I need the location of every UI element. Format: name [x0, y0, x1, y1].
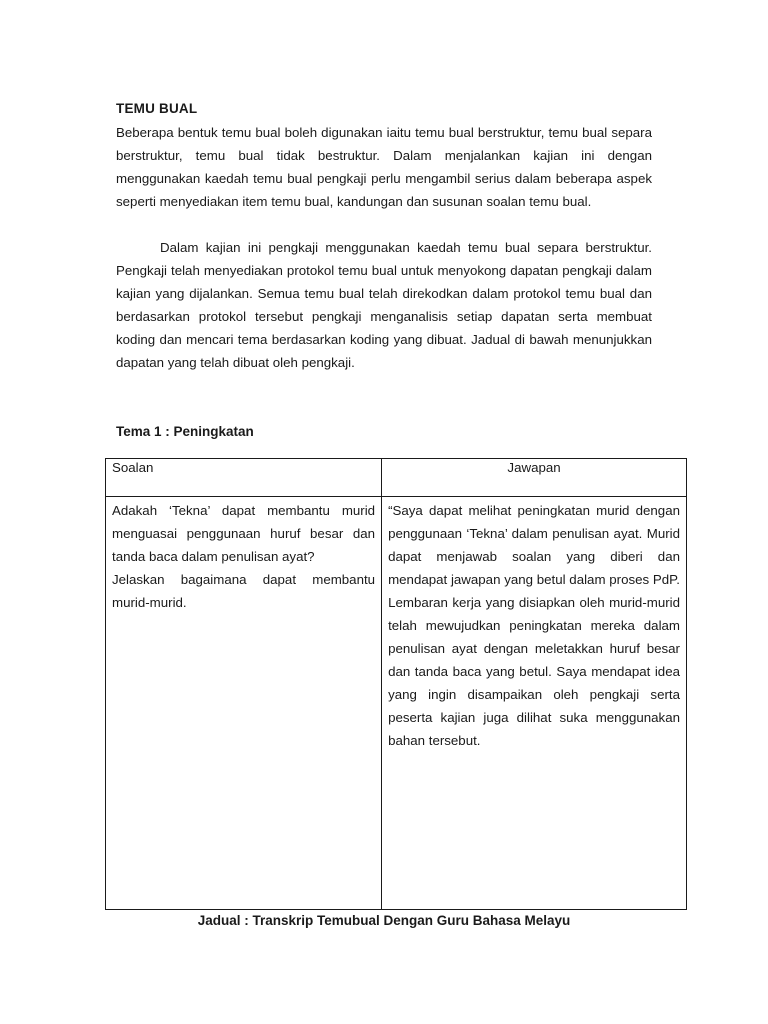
- intro-paragraph: Beberapa bentuk temu bual boleh digunakan iaitu temu bual berstruktur, temu bual separa berstruktur, temu bual tidak bestruktur. Dalam menjalankan kajian ini dengan menggunakan kaedah temu bual pengkaji perlu mengambil serius dalam beberapa aspek seperti menyediakan item temu bual, kandungan dan susunan soalan temu bual.: [116, 125, 652, 209]
- table-row: [106, 497, 687, 910]
- header-question: Soalan: [106, 459, 382, 497]
- answer-cell: “Saya dapat melihat peningkatan murid dengan penggunaan ‘Tekna’ dalam penulisan ayat. Murid dapat menjawab soalan yang diberi dan mendapat jawapan yang betul dalam proses PdP. Lembaran kerja yang disiapkan oleh murid-murid telah mewujudkan peningkatan mereka dalam penulisan ayat dengan meletakkan huruf besar dan tanda baca yang betul. Saya mendapat idea yang ingin disampaikan oleh pengkaji serta peserta kajian juga dilihat suka menggunakan bahan tersebut.: [382, 497, 687, 910]
- question-text: Adakah ‘Tekna’ dapat membantu murid menguasai penggunaan huruf besar dan tanda baca dalam penulisan ayat?: [112, 503, 376, 564]
- transcript-table: [105, 458, 687, 910]
- table-header-row: [106, 459, 687, 497]
- question-cell: [106, 497, 382, 910]
- theme-title: Tema 1 : Peningkatan: [116, 424, 254, 439]
- method-paragraph: Dalam kajian ini pengkaji menggunakan kaedah temu bual separa berstruktur. Pengkaji telah menyediakan protokol temu bual untuk menyokong dapatan pengkaji dalam kajian yang dijalankan. Semua temu bual telah direkodkan dalam protokol temu bual dan berdasarkan protokol tersebut pengkaji menganalisis setiap dapatan serta membuat koding dan mencari tema berdasarkan koding yang dibuat. Jadual di bawah menunjukkan dapatan yang telah dibuat oleh pengkaji.: [116, 240, 652, 370]
- table-caption: Jadual : Transkrip Temubual Dengan Guru Bahasa Melayu: [197, 913, 571, 928]
- header-answer: Jawapan: [382, 459, 687, 497]
- question-followup: Jelaskan bagaimana dapat membantu murid-murid.: [112, 572, 376, 610]
- section-heading: TEMU BUAL: [116, 101, 198, 116]
